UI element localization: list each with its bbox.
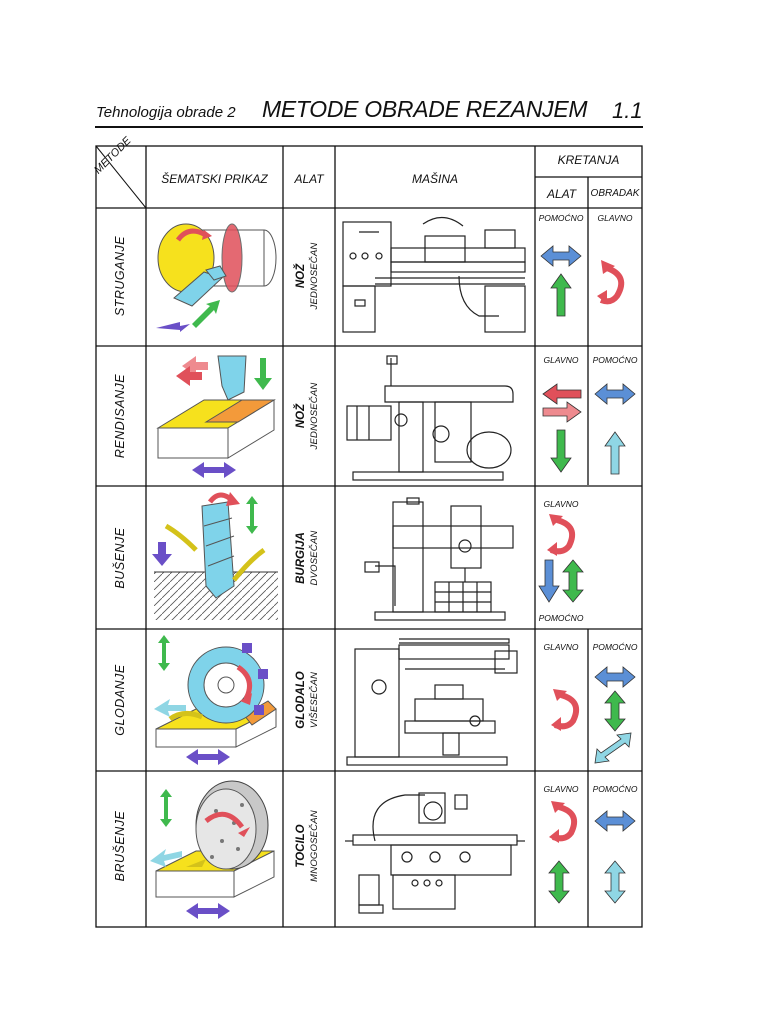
shaper-machine-drawing xyxy=(335,346,535,486)
header-alat: ALAT xyxy=(294,172,324,186)
double-arrow-vertical-icon xyxy=(549,861,569,903)
method-label: STRUGANJE xyxy=(113,235,127,317)
curved-arrow-icon xyxy=(547,514,572,556)
double-arrow-vertical-icon xyxy=(605,691,625,731)
double-arrow-horizontal-icon xyxy=(595,667,635,687)
alat-move-label: GLAVNO xyxy=(543,499,579,509)
alat-move-label-2: POMOĆNO xyxy=(538,613,584,623)
method-label: BUŠENJE xyxy=(113,527,127,589)
alat-move-label: GLAVNO xyxy=(543,642,579,652)
milling-machine-drawing xyxy=(335,629,535,771)
obradak-move-label: POMOĆNO xyxy=(592,784,638,794)
tool-type: JEDNOSEČAN xyxy=(309,242,320,310)
curved-arrow-icon xyxy=(551,689,576,731)
tool-name: NOŽ xyxy=(295,263,307,289)
arrow-up-icon xyxy=(551,274,571,316)
planing-schematic xyxy=(146,346,283,486)
double-arrow-horizontal-icon xyxy=(595,384,635,404)
double-arrow-vertical-icon xyxy=(563,560,583,602)
double-arrow-horizontal-icon xyxy=(541,246,581,266)
arrow-up-icon xyxy=(605,432,625,474)
header-metode: METODE xyxy=(92,134,134,177)
tool-label xyxy=(295,796,323,896)
double-arrow-horizontal-icon xyxy=(595,811,635,831)
row1-motion-arrows xyxy=(535,208,642,346)
tool-type: MNOGOSEČAN xyxy=(309,810,320,882)
subheader-obradak: OBRADAK xyxy=(590,188,640,199)
row3-motion-arrows xyxy=(535,486,642,629)
tool-label xyxy=(295,366,323,466)
tool-label xyxy=(295,650,323,750)
page-title: METODE OBRADE REZANJEM xyxy=(262,96,588,122)
arrow-down-icon xyxy=(539,560,559,602)
row5-motion-arrows xyxy=(535,771,642,927)
method-label: GLODANJE xyxy=(113,664,127,736)
tool-type: JEDNOSEČAN xyxy=(309,382,320,450)
lathe-machine-drawing xyxy=(335,208,535,346)
alat-move-label: GLAVNO xyxy=(543,355,579,365)
obradak-move-label: POMOĆNO xyxy=(592,642,638,652)
tool-type: VIŠESEČAN xyxy=(309,671,320,729)
tool-name: TOCILO xyxy=(295,824,307,868)
grinding-schematic xyxy=(146,771,283,927)
row4-motion-arrows xyxy=(535,629,642,771)
tool-name: GLODALO xyxy=(295,671,307,729)
double-arrow-vertical-icon xyxy=(605,861,625,903)
method-label: BRUŠENJE xyxy=(113,810,127,882)
turning-schematic xyxy=(146,208,283,346)
alat-move-label: GLAVNO xyxy=(543,784,579,794)
header-kretanja: KRETANJA xyxy=(557,153,620,167)
tool-label xyxy=(295,508,323,608)
tool-name: NOŽ xyxy=(295,403,307,429)
curved-arrow-icon xyxy=(549,801,574,843)
subject-label: Tehnologija obrade 2 xyxy=(96,104,236,121)
arrow-left-icon xyxy=(543,384,581,404)
curved-arrow-icon xyxy=(597,260,621,304)
obradak-move-label: GLAVNO xyxy=(597,213,633,223)
tool-name: BURGIJA xyxy=(295,532,307,584)
row2-motion-arrows xyxy=(535,346,642,486)
subheader-alat: ALAT xyxy=(546,187,577,201)
tool-label xyxy=(295,226,323,326)
grinding-machine-drawing xyxy=(335,771,535,927)
arrow-right-icon xyxy=(543,402,581,422)
page-number: 1.1 xyxy=(612,98,643,123)
milling-schematic xyxy=(146,629,283,771)
alat-move-label: POMOĆNO xyxy=(538,213,584,223)
drill-press-machine-drawing xyxy=(335,486,535,629)
tool-type: DVOSEČAN xyxy=(309,530,320,586)
arrow-down-icon xyxy=(551,430,571,472)
obradak-move-label: POMOĆNO xyxy=(592,355,638,365)
method-label: RENDISANJE xyxy=(113,373,127,459)
header-sematski-prikaz: ŠEMATSKI PRIKAZ xyxy=(161,172,268,186)
drilling-schematic xyxy=(146,486,283,629)
header-masina: MAŠINA xyxy=(411,172,458,186)
double-arrow-diagonal-icon xyxy=(595,733,631,763)
